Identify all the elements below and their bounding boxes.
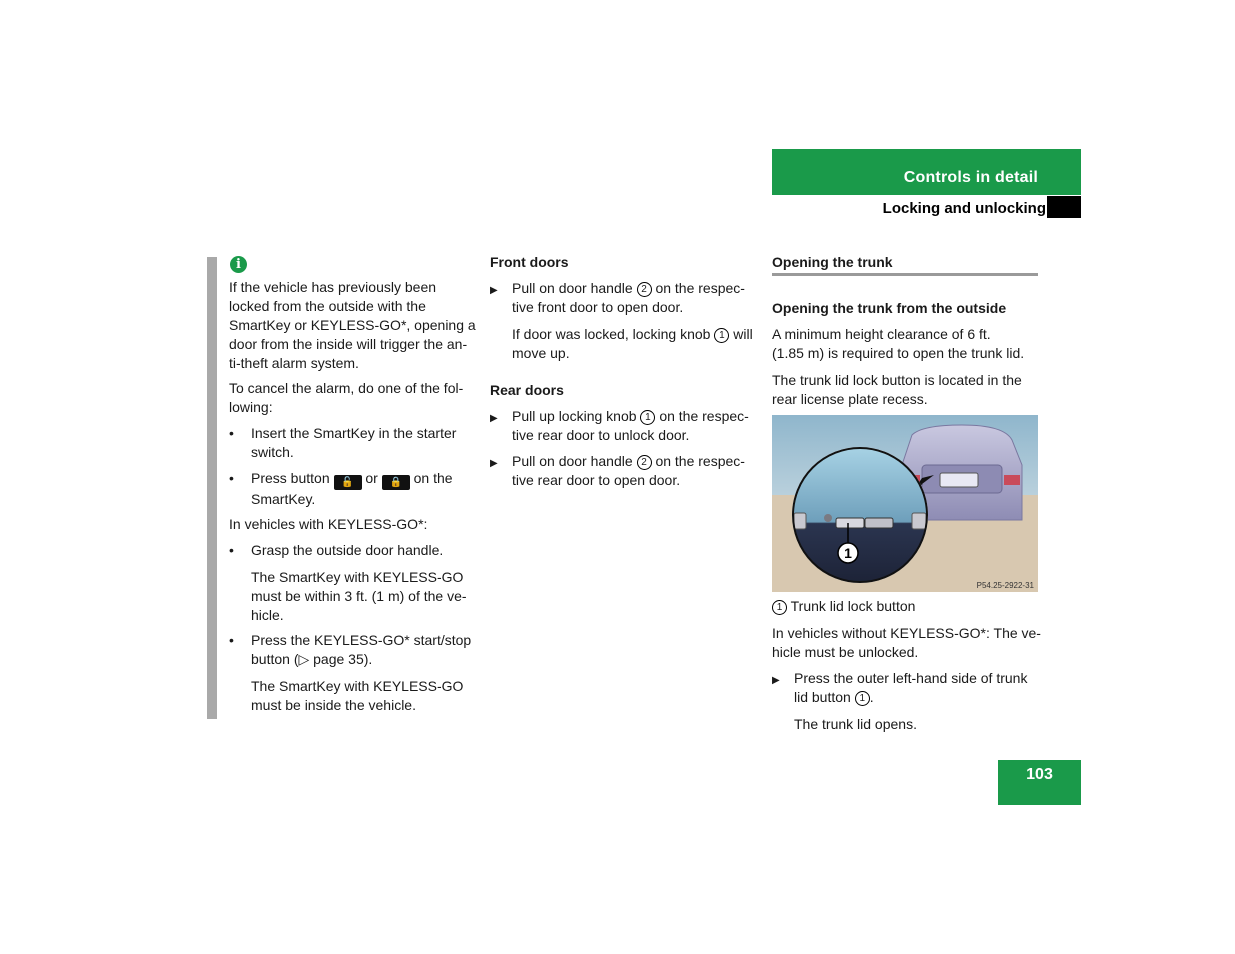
opening-trunk-outside-heading: Opening the trunk from the outside — [772, 300, 1007, 316]
lock-button-icon: 🔒 — [382, 475, 410, 490]
list-item: • Press button 🔓 or 🔒 on the SmartKey. — [229, 470, 453, 507]
list-item: ▶ Pull on door handle 2 on the respec- tive rear door to open door. — [490, 453, 745, 488]
arrow-icon: ▶ — [490, 285, 498, 296]
figure-caption: 1 Trunk lid lock button — [772, 597, 1042, 616]
figure-callout-1: 1 — [844, 545, 852, 561]
trunk-illustration — [772, 415, 1038, 592]
front-doors-heading: Front doors — [490, 254, 569, 270]
clearance-paragraph: A minimum height clearance of 6 ft. (1.85 m) is required to open the trunk lid. — [772, 326, 1025, 361]
callout-1-icon: 1 — [640, 410, 655, 425]
keyless-paragraph: In vehicles with KEYLESS-GO*: — [229, 516, 428, 532]
list-item: • Insert the SmartKey in the starter switch. — [229, 425, 457, 460]
subsection-title: Locking and unlocking — [882, 200, 1046, 217]
callout-1-icon: 1 — [714, 328, 729, 343]
header-banner — [772, 149, 1081, 195]
arrow-icon: ▶ — [772, 675, 780, 686]
info-sidebar-bar — [207, 257, 217, 719]
bullet-icon: • — [229, 425, 234, 441]
bullet-icon: • — [229, 470, 234, 486]
callout-1-icon: 1 — [772, 600, 787, 615]
bullet-icon: • — [229, 542, 234, 558]
page-number: 103 — [998, 760, 1081, 805]
arrow-icon: ▶ — [490, 413, 498, 424]
bullet-icon: • — [229, 632, 234, 648]
figure-code: P54.25-2922-31 — [976, 581, 1034, 590]
alarm-paragraph: To cancel the alarm, do one of the fol- lowing: — [229, 380, 464, 415]
list-item: ▶ Pull on door handle 2 on the respec- tive front door to open door. If door was locked, locking knob 1 will move up. — [490, 280, 753, 361]
list-item: ▶ Press the outer left-hand side of trunk lid button 1 . The trunk lid opens. — [772, 670, 1028, 732]
arrow-icon: ▶ — [490, 458, 498, 469]
list-item: • Grasp the outside door handle. The SmartKey with KEYLESS-GO must be within 3 ft. (1 m) of the ve- hicle. — [229, 542, 467, 623]
lock-location-paragraph: The trunk lid lock button is located in the rear license plate recess. — [772, 372, 1022, 407]
info-icon: i — [230, 256, 247, 273]
callout-1-icon: 1 — [855, 691, 870, 706]
heading-rule — [772, 273, 1038, 276]
callout-2-icon: 2 — [637, 282, 652, 297]
section-title: Controls in detail — [903, 169, 1038, 186]
subsection-marker — [1047, 196, 1081, 218]
info-paragraph: If the vehicle has previously been locked from the outside with the SmartKey or KEYLESS-GO*, opening a door from the inside will trigger the an- ti-theft alarm system. — [229, 279, 476, 371]
opening-trunk-heading: Opening the trunk — [772, 254, 893, 270]
callout-2-icon: 2 — [637, 455, 652, 470]
keyless-note-paragraph: In vehicles without KEYLESS-GO*: The ve- hicle must be unlocked. — [772, 625, 1041, 660]
list-item: ▶ Pull up locking knob 1 on the respec- tive rear door to unlock door. — [490, 408, 749, 443]
rear-doors-heading: Rear doors — [490, 382, 564, 398]
list-item: • Press the KEYLESS-GO* start/stop button (▷ page 35). The SmartKey with KEYLESS-GO must be inside the vehicle. — [229, 632, 472, 713]
unlock-button-icon: 🔓 — [334, 475, 362, 490]
